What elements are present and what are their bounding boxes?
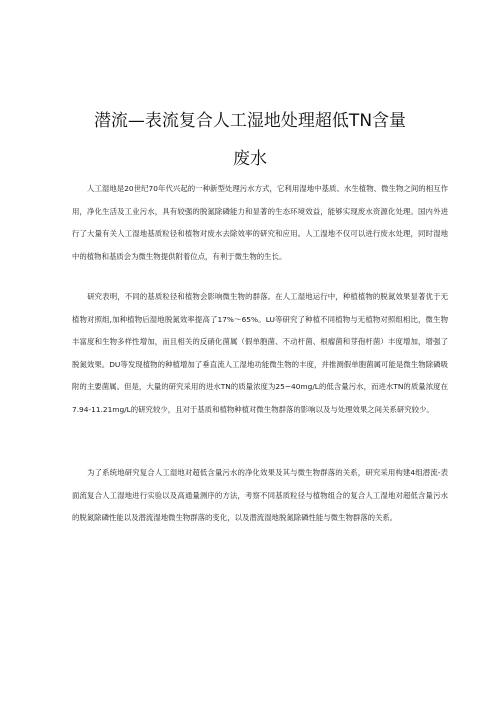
paragraph-introduction [72,178,448,268]
paragraph-research-findings [72,286,448,421]
document-title-continued: 废水 [233,149,267,169]
document-title: 潜流—表流复合人工湿地处理超低TN含量 [93,111,407,131]
paragraph-text: 为了系统地研究复合人工湿地对超低含量污水的净化效果及其与微生物群落的关系，研究采用构建4组潜流-表面流复合人工湿地进行实验以及高通量测序的方法，考察不同基质粒径与植物组合的复合人工湿地对超低含量污水的脱氮除磷性能以及潜流湿地微生物群落的变化，以及潜流湿地脱氮除磷性能与微生物群落的关系。 [72,468,448,522]
paragraph-study-purpose [72,462,448,530]
paragraph-text: 人工湿地是20世纪70年代兴起的一种新型处理污水方式，它利用湿地中基质、水生植物、微生物之间的相互作用，净化生活及工业污水，具有较强的脱氮除磷能力和显著的生态环境效益，能够实现废水资源化处理。国内外进行了大量有关人工湿地基质粒径和植物对废水去除效率的研究和应用。人工湿地不仅可以进行废水处理，同时湿地中的植物和基质会为微生物提供附着位点，有利于微生物的生长。 [72,184,448,261]
paragraph-text: 研究表明，不同的基质粒径和植物会影响微生物的群落。在人工湿地运行中，种植植物的脱氮效果显著优于无植物对照组,加种植物后湿地脱氮效率提高了17%～65%。LU等研究了种植不同植物与无植物对照组相比，微生物丰富度和生物多样性增加，而且相关的反硝化菌属（假单胞菌、不动杆菌、根瘤菌和芽孢杆菌）丰度增加，增强了脱氮效果。DU等发现植物的种植增加了垂直流人工湿地功能微生物的丰度，并推测假单胞菌属可能是微生物除磷吸附的主要菌属。但是，大量的研究采用的进水TN的质量浓度为25~40mg/L的低含量污水，而进水TN的质量浓度在7.94-11.21mg/L的研究较少，且对于基质和植物种植对微生物群落的影响以及与处理效果之间关系研究较少。 [72,292,448,414]
